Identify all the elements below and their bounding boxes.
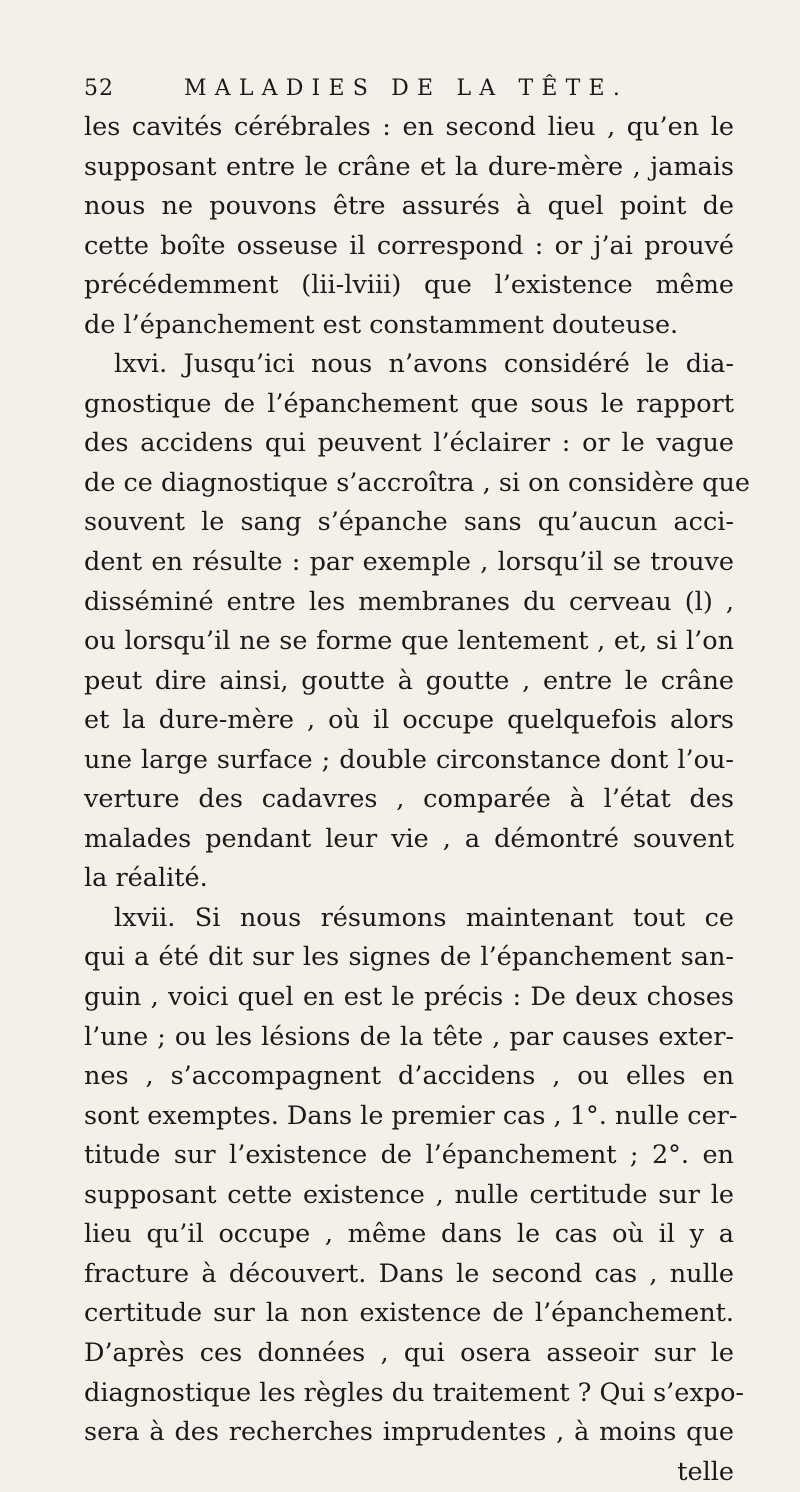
text-line: lxvii. Si nous résumons maintenant tout ce <box>114 902 734 933</box>
text-line: précédemment (lii-lviii) que l’existence même <box>84 270 734 301</box>
text-line: des accidens qui peuvent l’éclairer : or le vague <box>84 428 734 459</box>
text-line: souvent le sang s’épanche sans qu’aucun acci- <box>84 507 734 538</box>
text-line: telle <box>677 1456 734 1487</box>
text-line: supposant cette existence , nulle certitude sur le <box>84 1179 734 1210</box>
text-line: sera à des recherches imprudentes , à moins que <box>84 1417 734 1448</box>
text-line: ou lorsqu’il ne se forme que lentement , et, si l’on <box>84 626 734 657</box>
running-head-title: MALADIES DE LA TÊTE. <box>184 76 629 101</box>
text-line: D’après ces données , qui osera asseoir sur le <box>84 1337 734 1368</box>
text-line: peut dire ainsi, goutte à goutte , entre le crâne <box>84 665 734 696</box>
text-line: qui a été dit sur les signes de l’épanchement san- <box>84 942 734 973</box>
text-line: cette boîte osseuse il correspond : or j’ai prouvé <box>84 230 734 261</box>
page-number: 52 <box>84 76 114 101</box>
text-line: la réalité. <box>84 863 208 894</box>
text-line: les cavités cérébrales : en second lieu , qu’en le <box>84 112 734 142</box>
text-line: nous ne pouvons être assurés à quel point de <box>84 191 734 222</box>
text-line: certitude sur la non existence de l’épanchement. <box>84 1298 734 1329</box>
text-line: malades pendant leur vie , a démontré souvent <box>84 823 734 854</box>
text-line: gnostique de l’épanchement que sous le rapport <box>84 388 734 419</box>
text-line: verture des cadavres , comparée à l’état des <box>84 784 734 815</box>
text-line: guin , voici quel en est le précis : De deux choses <box>84 982 734 1013</box>
text-line: lxvi. Jusqu’ici nous n’avons considéré le dia- <box>114 349 734 380</box>
text-line: sont exemptes. Dans le premier cas , 1°. nulle cer- <box>84 1100 738 1131</box>
text-line: nes , s’accompagnent d’accidens , ou elles en <box>84 1061 734 1092</box>
body-text <box>84 108 750 1492</box>
running-head <box>84 72 724 106</box>
text-line: diagnostique les règles du traitement ? Qui s’expo- <box>84 1377 745 1408</box>
text-line: de ce diagnostique s’accroîtra , si on considère que <box>84 467 750 498</box>
text-line: lieu qu’il occupe , même dans le cas où il y a <box>84 1219 734 1250</box>
text-line: disséminé entre les membranes du cerveau (l) , <box>84 586 734 617</box>
text-line: l’une ; ou les lésions de la tête , par causes exter- <box>84 1021 734 1052</box>
text-line: et la dure-mère , où il occupe quelquefois alors <box>84 705 734 736</box>
text-line: titude sur l’existence de l’épanchement ; 2°. en <box>84 1140 734 1171</box>
text-line: fracture à découvert. Dans le second cas , nulle <box>84 1258 734 1289</box>
text-line: de l’épanchement est constamment douteuse. <box>84 309 679 340</box>
text-line: dent en résulte : par exemple , lorsqu’il se trouve <box>84 547 734 578</box>
text-line: supposant entre le crâne et la dure-mère , jamais <box>84 151 734 182</box>
text-line: une large surface ; double circonstance dont l’ou- <box>84 744 734 775</box>
